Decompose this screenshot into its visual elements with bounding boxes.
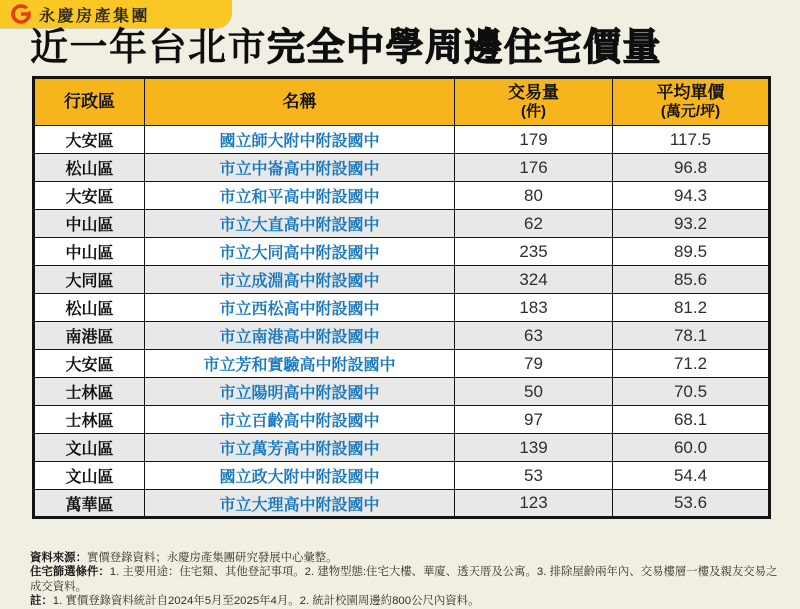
table-row — [34, 350, 770, 378]
cell-district: 南港區 — [34, 322, 145, 350]
cell-school-name: 市立大直高中附設國中 — [145, 210, 455, 238]
cell-transaction-volume: 62 — [455, 210, 613, 238]
cell-school-name: 市立南港高中附設國中 — [145, 322, 455, 350]
table-header-row — [34, 78, 770, 126]
cell-average-price: 71.2 — [613, 350, 770, 378]
cell-average-price: 96.8 — [613, 154, 770, 182]
col-header-volume-unit: (件) — [521, 103, 546, 121]
cell-average-price: 117.5 — [613, 126, 770, 154]
footnote-source-label: 資料來源： — [30, 552, 87, 564]
footnote-source — [30, 551, 778, 565]
table-row — [34, 266, 770, 294]
page-title — [30, 28, 662, 70]
cell-district: 中山區 — [34, 238, 145, 266]
cell-average-price: 60.0 — [613, 434, 770, 462]
table-row — [34, 322, 770, 350]
cell-transaction-volume: 79 — [455, 350, 613, 378]
table-row — [34, 462, 770, 490]
cell-district: 士林區 — [34, 406, 145, 434]
col-header-district — [34, 78, 145, 126]
table-row — [34, 406, 770, 434]
col-header-price-unit: (萬元/坪) — [660, 103, 721, 121]
cell-average-price: 94.3 — [613, 182, 770, 210]
table-row — [34, 434, 770, 462]
table-row — [34, 182, 770, 210]
table-row — [34, 490, 770, 518]
cell-transaction-volume: 235 — [455, 238, 613, 266]
table-row — [34, 238, 770, 266]
cell-average-price: 54.4 — [613, 462, 770, 490]
cell-average-price: 93.2 — [613, 210, 770, 238]
cell-school-name: 市立陽明高中附設國中 — [145, 378, 455, 406]
cell-average-price: 78.1 — [613, 322, 770, 350]
cell-transaction-volume: 179 — [455, 126, 613, 154]
cell-average-price: 68.1 — [613, 406, 770, 434]
footnote-criteria-label: 住宅篩選條件： — [30, 566, 110, 579]
cell-average-price: 70.5 — [613, 378, 770, 406]
cell-school-name: 市立成淵高中附設國中 — [145, 266, 455, 294]
cell-school-name: 國立師大附中附設國中 — [145, 126, 455, 154]
cell-district: 萬華區 — [34, 490, 145, 518]
footnotes — [30, 551, 778, 609]
cell-district: 大同區 — [34, 266, 145, 294]
col-header-volume-label: 交易量 — [508, 83, 559, 102]
table-row — [34, 126, 770, 154]
cell-transaction-volume: 183 — [455, 294, 613, 322]
table-row — [34, 294, 770, 322]
col-header-district-label: 行政區 — [64, 92, 115, 112]
footnote-criteria — [30, 565, 778, 594]
cell-transaction-volume: 324 — [455, 266, 613, 294]
cell-school-name: 市立西松高中附設國中 — [145, 294, 455, 322]
cell-school-name: 市立萬芳高中附設國中 — [145, 434, 455, 462]
cell-transaction-volume: 123 — [455, 490, 613, 518]
cell-school-name: 市立和平高中附設國中 — [145, 182, 455, 210]
footnote-note-label: 註： — [30, 595, 53, 608]
cell-school-name: 市立大同高中附設國中 — [145, 238, 455, 266]
table-body — [34, 126, 770, 518]
cell-average-price: 81.2 — [613, 294, 770, 322]
cell-transaction-volume: 80 — [455, 182, 613, 210]
col-header-price — [613, 78, 770, 126]
cell-district: 松山區 — [34, 294, 145, 322]
cell-transaction-volume: 176 — [455, 154, 613, 182]
col-header-price-label: 平均單價 — [656, 83, 725, 102]
cell-district: 中山區 — [34, 210, 145, 238]
cell-transaction-volume: 97 — [455, 406, 613, 434]
cell-average-price: 53.6 — [613, 490, 770, 518]
footnote-note-text: 1. 實價登錄資料統計自2024年5月至2025年4月。2. 統計校園周邊約800公尺內資料。 — [52, 595, 480, 608]
brand-logo-icon — [10, 3, 32, 25]
table-row — [34, 154, 770, 182]
cell-school-name: 市立百齡高中附設國中 — [145, 406, 455, 434]
cell-school-name: 國立政大附中附設國中 — [145, 462, 455, 490]
footnote-criteria-text: 1. 主要用途：住宅類、其他登記事項。2. 建物型態:住宅大樓、華廈、透天厝及公寓。3. 排除屋齡兩年內、交易樓層一樓及親友交易之成交資料。 — [30, 566, 778, 593]
cell-school-name: 市立芳和實驗高中附設國中 — [145, 350, 455, 378]
title-prefix: 近一年台北市 — [30, 27, 268, 69]
cell-district: 大安區 — [34, 126, 145, 154]
brand-badge — [0, 0, 232, 28]
cell-district: 大安區 — [34, 182, 145, 210]
cell-transaction-volume: 63 — [455, 322, 613, 350]
brand-name: 永慶房產集團 — [39, 7, 151, 25]
cell-district: 文山區 — [34, 462, 145, 490]
cell-school-name: 市立中崙高中附設國中 — [145, 154, 455, 182]
cell-average-price: 89.5 — [613, 238, 770, 266]
col-header-school — [145, 78, 455, 126]
table-row — [34, 210, 770, 238]
cell-district: 士林區 — [34, 378, 145, 406]
cell-district: 松山區 — [34, 154, 145, 182]
cell-school-name: 市立大理高中附設國中 — [145, 490, 455, 518]
data-table — [32, 76, 771, 519]
title-emphasis: 完全中學周邊住宅價量 — [267, 27, 663, 69]
cell-district: 大安區 — [34, 350, 145, 378]
cell-transaction-volume: 139 — [455, 434, 613, 462]
cell-district: 文山區 — [34, 434, 145, 462]
cell-average-price: 85.6 — [613, 266, 770, 294]
col-header-school-label: 名稱 — [282, 92, 317, 112]
table-row — [34, 378, 770, 406]
col-header-volume — [455, 78, 613, 126]
footnote-note — [30, 594, 778, 608]
footnote-source-text: 實價登錄資料；永慶房產集團研究發展中心彙整。 — [86, 552, 338, 564]
cell-transaction-volume: 50 — [455, 378, 613, 406]
cell-transaction-volume: 53 — [455, 462, 613, 490]
